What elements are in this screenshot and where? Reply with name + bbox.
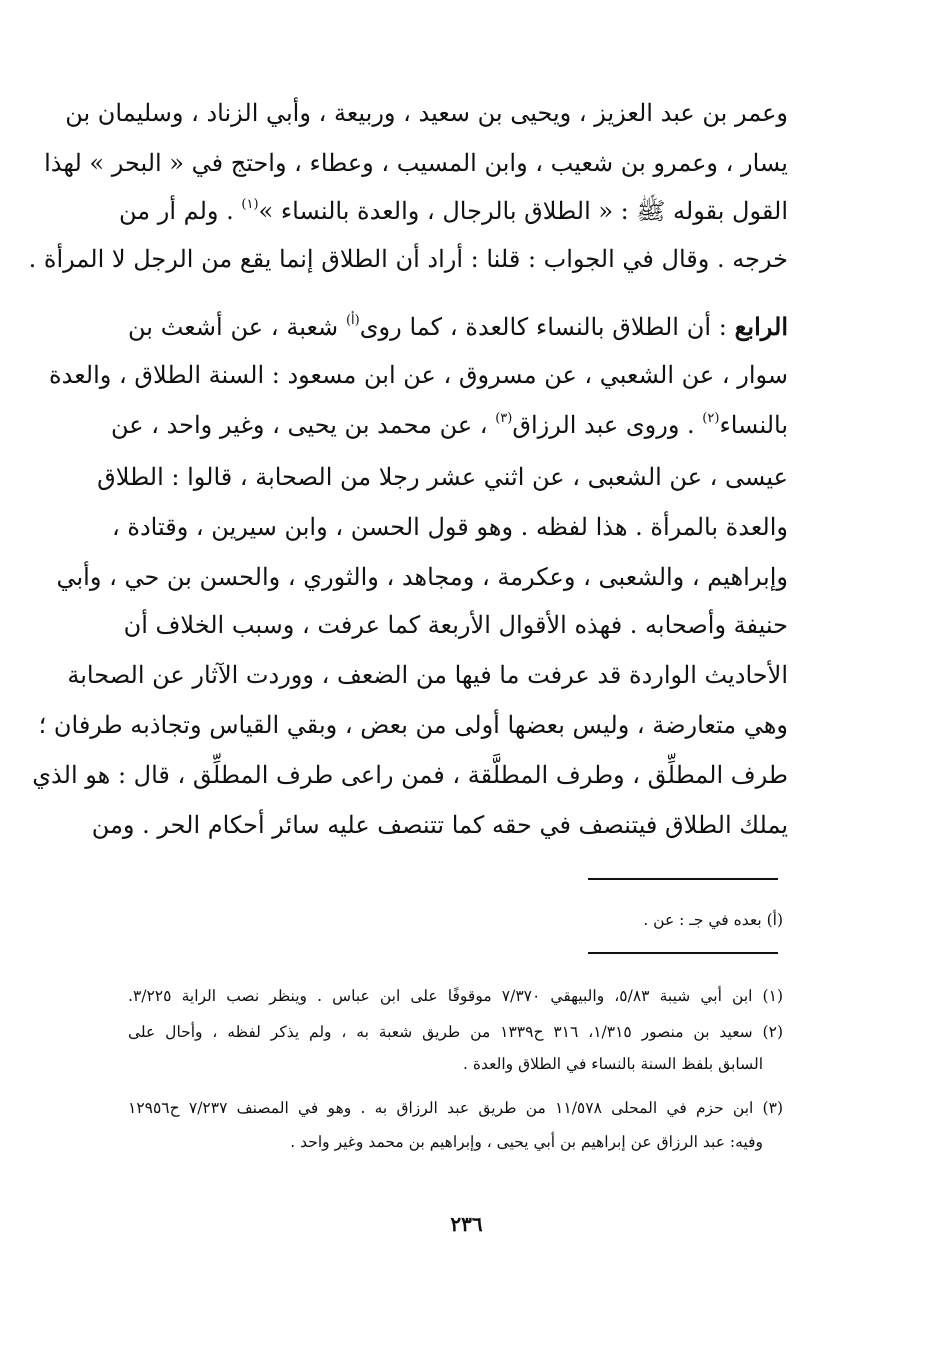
footnote-ref-2: (٢) xyxy=(702,411,720,426)
footnote-ref-1: (١) xyxy=(241,197,259,212)
paragraph2-line3-c: ، عن محمد بن يحيى ، وغير واحد ، عن xyxy=(110,411,496,439)
paragraph2-line3-b: . وروى عبد الرزاق xyxy=(512,411,703,439)
paragraph2-line4: عيسى ، عن الشعبى ، عن اثني عشر رجلا من الصحابة ، قالوا : الطلاق xyxy=(97,463,788,491)
paragraph2-line5: والعدة بالمرأة . هذا لفظه . وهو قول الحسن ، وابن سيرين ، وقتادة ، xyxy=(112,513,788,541)
footnote-3-line2: وفيه: عبد الرزاق عن إبراهيم بن أبي يحيى ، وإبراهيم بن محمد وغير واحد . xyxy=(290,1133,763,1151)
variant-ref-a: (أ) xyxy=(345,313,360,328)
paragraph1-line3-tail: . ولم أر من xyxy=(119,197,242,225)
section-heading-fourth: الرابع xyxy=(734,312,788,341)
paragraph2-line6: وإبراهيم ، والشعبى ، وعكرمة ، ومجاهد ، والثوري ، والحسن بن حي ، وأبي xyxy=(56,563,788,591)
paragraph2-line8: الأحاديث الواردة قد عرفت ما فيها من الضعف ، ووردت الآثار عن الصحابة xyxy=(67,661,788,689)
paragraph2-line3 xyxy=(110,410,788,440)
footnote-2-line2: السابق بلفظ السنة بالنساء في الطلاق والعدة . xyxy=(463,1055,763,1073)
footnote-1: (١) ابن أبي شيبة ٥/٨٣، والبيهقي ٧/٣٧٠ موقوفًا على ابن عباس . وينظر نصب الراية ٣/٢٢٥. xyxy=(128,987,783,1005)
footnote-separator xyxy=(588,952,778,954)
paragraph2-line7: حنيفة وأصحابه . فهذه الأقوال الأربعة كما عرفت ، وسبب الخلاف أن xyxy=(123,611,788,639)
paragraph2-line1-tail: شعبة ، عن أشعث بن xyxy=(128,313,346,341)
paragraph2-line11: يملك الطلاق فيتنصف في حقه كما تتنصف عليه سائر أحكام الحر . ومن xyxy=(91,811,788,839)
variant-note: (أ) بعده في جـ : عن . xyxy=(643,911,783,929)
paragraph1-line4: خرجه . وقال في الجواب : قلنا : أراد أن الطلاق إنما يقع من الرجل لا المرأة . xyxy=(28,245,788,273)
paragraph1-line2: يسار ، وعمرو بن شعيب ، وابن المسيب ، وعطاء ، واحتج في « البحر » لهذا xyxy=(44,149,788,177)
footnote-2-line1: (٢) سعيد بن منصور ١/٣١٥، ٣١٦ ح١٣٣٩ من طريق شعبة به ، ولم يذكر لفظه ، وأحال على xyxy=(128,1023,783,1041)
paragraph2-line3-a: بالنساء xyxy=(719,411,788,439)
paragraph1-line3 xyxy=(119,196,788,226)
paragraph2-line2: سوار ، عن الشعبي ، عن مسروق ، عن ابن مسعود : السنة الطلاق ، والعدة xyxy=(49,361,788,389)
paragraph1-line3-text: القول بقوله ﷺ : « الطلاق بالرجال ، والعدة بالنساء » xyxy=(258,197,788,225)
page-number: ٢٣٦ xyxy=(450,1212,483,1236)
paragraph2-line1-text: : أن الطلاق بالنساء كالعدة ، كما روى xyxy=(359,313,735,341)
footnote-3-line1: (٣) ابن حزم في المحلى ١١/٥٧٨ من طريق عبد الرزاق به . وهو في المصنف ٧/٢٣٧ ح١٢٩٥٦ xyxy=(128,1099,783,1117)
variant-separator xyxy=(588,878,778,880)
paragraph2-line10: طرف المطلِّق ، وطرف المطلَّقة ، فمن راعى طرف المطلِّق ، قال : هو الذي xyxy=(32,761,788,789)
paragraph2-line9: وهي متعارضة ، وليس بعضها أولى من بعض ، وبقي القياس وتجاذبه طرفان ؛ xyxy=(38,711,788,739)
footnote-ref-3: (٣) xyxy=(495,411,513,426)
paragraph2-line1 xyxy=(128,312,788,342)
paragraph1-line1: وعمر بن عبد العزيز ، ويحيى بن سعيد ، وربيعة ، وأبي الزناد ، وسليمان بن xyxy=(65,99,788,127)
